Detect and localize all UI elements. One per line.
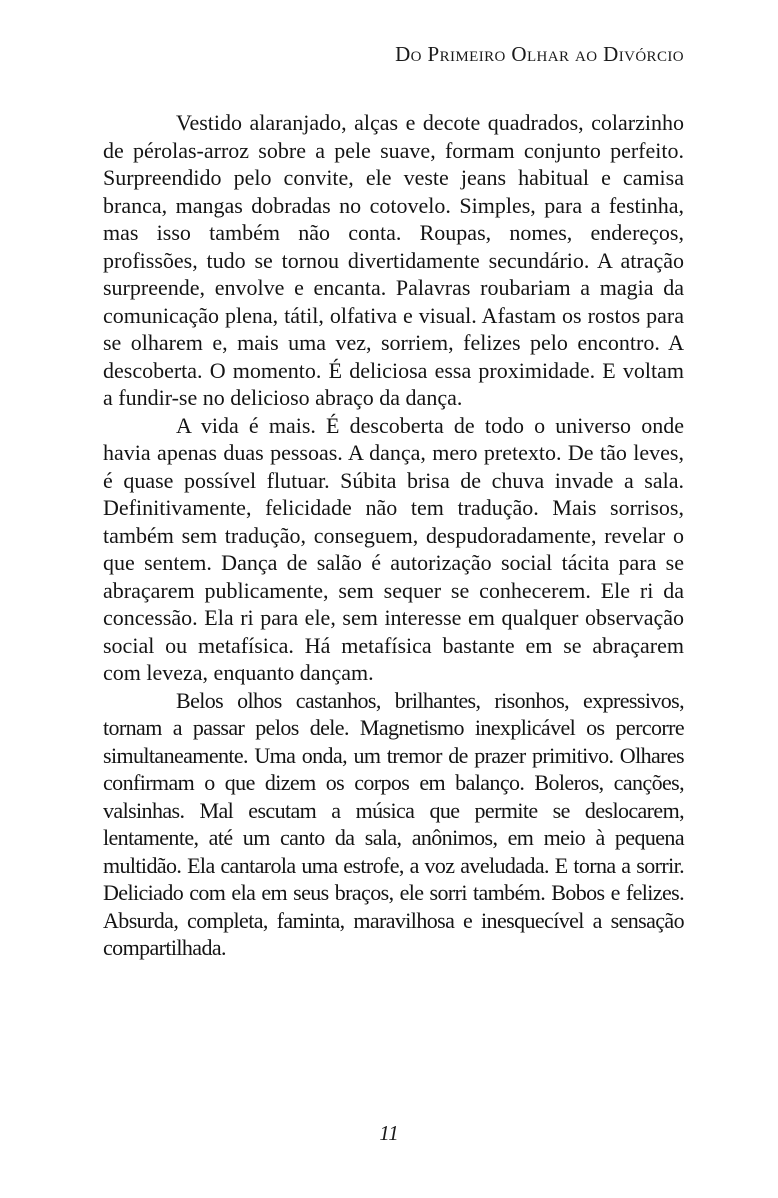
paragraph-3: Belos olhos castanhos, brilhantes, risonhos, expressivos, tornam a passar pelos dele. Magnetismo inexplicável os percorre simultaneamente. Uma onda, um tremor de prazer primitivo. Olhares confirmam o que dizem os corpos em balanço. Boleros, canções, valsinhas. Mal escutam a música que permite se deslocarem, lentamente, até um canto da sala, anônimos, em meio à pequena multidão. Ela cantarola uma estrofe, a voz aveludada. E torna a sorrir. Deliciado com ela em seus braços, ele sorri também. Bobos e felizes. Absurda, completa, faminta, maravilhosa e inesquecível a sensação compartilhada.: [103, 687, 684, 960]
paragraph-2: A vida é mais. É descoberta de todo o universo onde havia apenas duas pessoas. A dança, mero pretexto. De tão leves, é quase possível flutuar. Súbita brisa de chuva invade a sala. Definitivamente, felicidade não tem tradução. Mais sorrisos, também sem tradução, conseguem, despudoradamente, revelar o que sentem. Dança de salão é autorização social tácita para se abraçarem publicamente, sem sequer se conhecerem. Ele ri da concessão. Ela ri para ele, sem interesse em qualquer observação social ou metafísica. Há metafísica bastante em se abraçarem com leveza, enquanto dançam.: [103, 412, 684, 685]
body-text: [103, 109, 684, 962]
page-number: 11: [379, 1121, 399, 1145]
running-header: Do Primeiro Olhar ao Divórcio: [395, 42, 684, 66]
paragraph-1: Vestido alaranjado, alças e decote quadrados, colarzinho de pérolas-arroz sobre a pele suave, formam conjunto perfeito. Surpreendido pelo convite, ele veste jeans habitual e camisa branca, mangas dobradas no cotovelo. Simples, para a festinha, mas isso também não conta. Roupas, nomes, endereços, profissões, tudo se tornou divertidamente secundário. A atração surpreende, envolve e encanta. Palavras roubariam a magia da comunicação plena, tátil, olfativa e visual. Afastam os rostos para se olharem e, mais uma vez, sorriem, felizes pelo encontro. A descoberta. O momento. É deliciosa essa proximidade. E voltam a fundir-se no delicioso abraço da dança.: [103, 110, 684, 410]
